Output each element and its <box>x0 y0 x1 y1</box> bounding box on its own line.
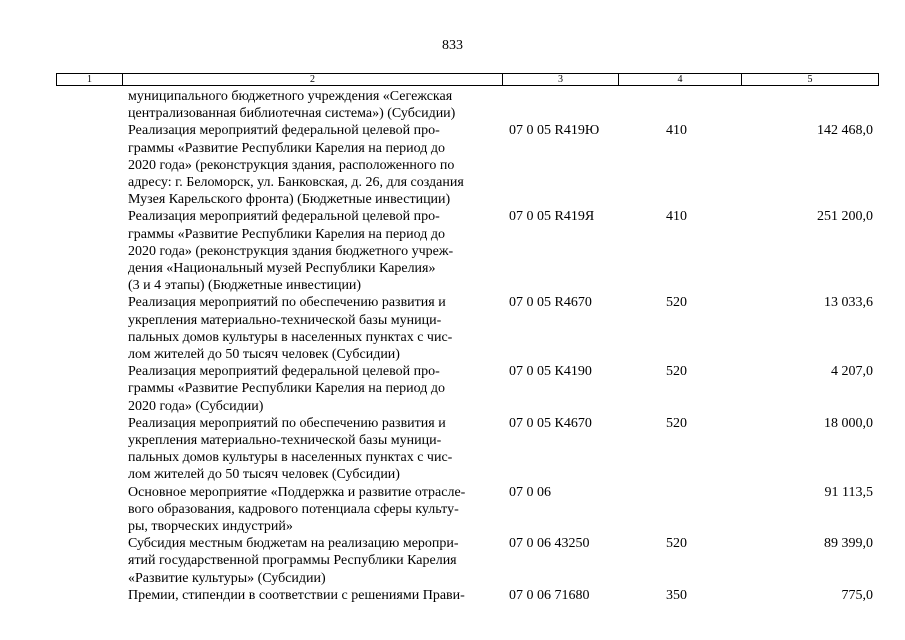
table-row <box>0 208 905 294</box>
row-amount: 89 399,0 <box>824 536 873 552</box>
row-description: Премии, стипендии в соответствии с решениями Прави- <box>128 587 465 603</box>
row-description: Субсидия местным бюджетам на реализацию меропри- ятий государственной программы Республики Карелия «Развитие культуры» (Субсидии) <box>128 536 459 586</box>
column-header-3: 3 <box>503 74 619 85</box>
row-amount: 142 468,0 <box>817 123 873 139</box>
row-code: 07 0 06 <box>509 484 551 500</box>
table-row <box>0 415 905 484</box>
row-expense-type: 520 <box>666 415 687 431</box>
row-amount: 18 000,0 <box>824 415 873 431</box>
table-row <box>0 535 905 587</box>
row-code: 07 0 05 R4670 <box>509 295 592 311</box>
row-expense-type: 520 <box>666 364 687 380</box>
row-expense-type: 520 <box>666 536 687 552</box>
column-header-1: 1 <box>57 74 123 85</box>
row-code: 07 0 05 R419Я <box>509 209 595 225</box>
row-code: 07 0 06 71680 <box>509 587 590 603</box>
row-amount: 91 113,5 <box>824 484 873 500</box>
row-amount: 251 200,0 <box>817 209 873 225</box>
row-code: 07 0 05 R419Ю <box>509 123 600 139</box>
row-description: муниципального бюджетного учреждения «Сегежская централизованная библиотечная система») (Субсидии) <box>128 89 456 122</box>
column-header-5: 5 <box>807 74 813 85</box>
row-amount: 4 207,0 <box>831 364 873 380</box>
row-expense-type: 520 <box>666 295 687 311</box>
row-code: 07 0 05 К4670 <box>509 415 592 431</box>
column-header-4: 4 <box>619 74 742 85</box>
row-description: Реализация мероприятий по обеспечению развития и укрепления материально-технической базы муници- пальных домов культуры в населенных пунктах с чис- лом жителей до 50 тысяч человек (Субсидии) <box>128 295 453 363</box>
row-amount: 13 033,6 <box>824 295 873 311</box>
row-expense-type: 410 <box>666 123 687 139</box>
row-description: Реализация мероприятий федеральной целевой про- граммы «Развитие Республики Карелия на период до 2020 года» (реконструкция здания, расположенного по адресу: г. Беломорск, ул. Банковская, д. 26, для создания Музея Карельского фронта) (Бюджетные инвестиции) <box>128 123 464 208</box>
row-description: Реализация мероприятий федеральной целевой про- граммы «Развитие Республики Карелия на период до 2020 года» (реконструкция здания бюджетного учреж- дения «Национальный музей Республики Карелия» (3 и 4 этапы) (Бюджетные инвестиции) <box>128 209 454 294</box>
row-expense-type: 350 <box>666 587 687 603</box>
row-code: 07 0 05 К4190 <box>509 364 592 380</box>
table-body <box>0 88 905 604</box>
row-expense-type: 410 <box>666 209 687 225</box>
table-row <box>0 122 905 208</box>
row-description: Реализация мероприятий по обеспечению развития и укрепления материально-технической базы муници- пальных домов культуры в населенных пунктах с чис- лом жителей до 50 тысяч человек (Субсидии) <box>128 415 453 483</box>
row-code: 07 0 06 43250 <box>509 536 590 552</box>
row-description: Основное мероприятие «Поддержка и развитие отрасле- вого образования, кадрового потенциала сферы культу- ры, творческих индустрий» <box>128 484 466 535</box>
table-row <box>0 88 905 122</box>
table-row <box>0 363 905 415</box>
table-row <box>0 294 905 363</box>
table-header-row <box>56 73 879 86</box>
row-description: Реализация мероприятий федеральной целевой про- граммы «Развитие Республики Карелия на период до 2020 года» (Субсидии) <box>128 364 446 414</box>
page-number: 833 <box>442 38 463 53</box>
column-header-2: 2 <box>123 74 503 85</box>
row-amount: 775,0 <box>841 587 873 603</box>
table-row <box>0 484 905 536</box>
table-row <box>0 587 905 604</box>
